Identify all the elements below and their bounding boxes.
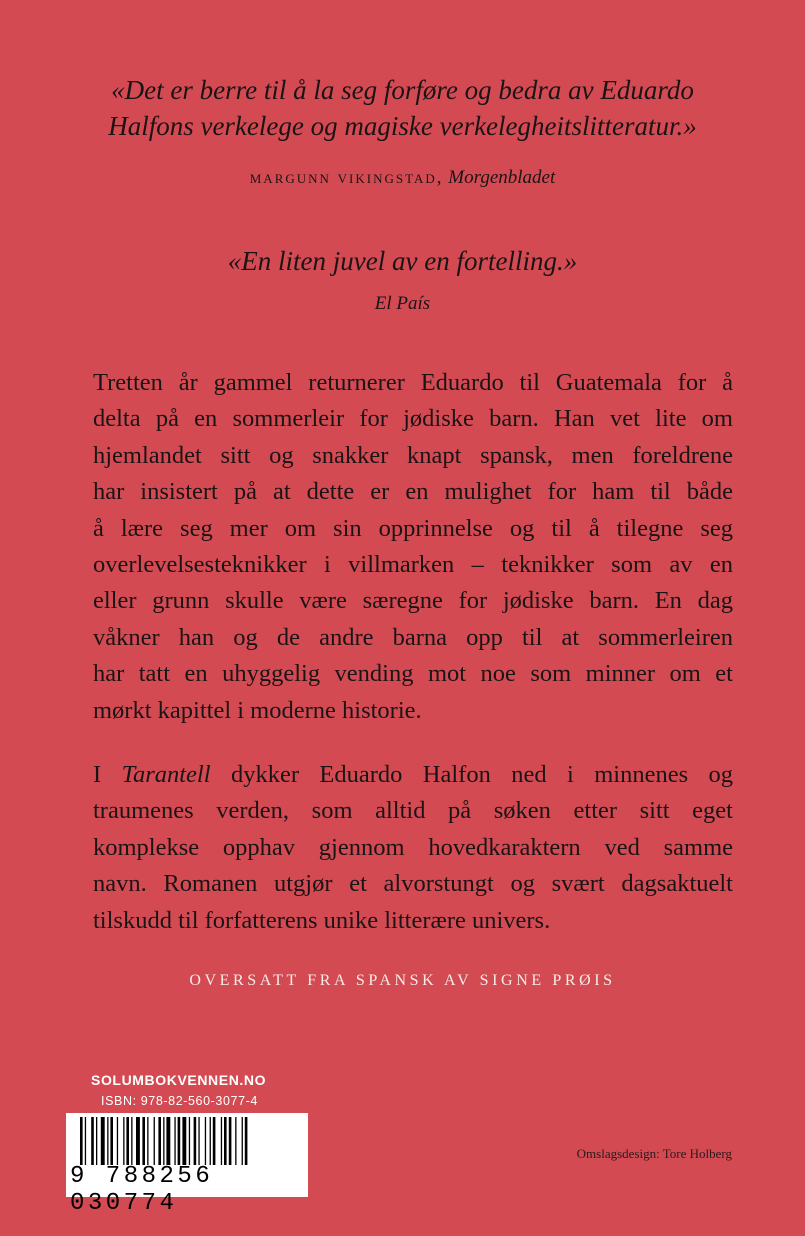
paragraph-line: tilskudd til forfatterens unike litterære univers. (93, 906, 551, 934)
quote-1-author: margunn vikingstad, (249, 167, 444, 188)
paragraph-line: traumenes verden, som alltid på søken etter sitt eget (93, 797, 733, 825)
translator-credit: OVERSATT FRA SPANSK AV SIGNE PRØIS (189, 972, 616, 989)
paragraph-line: komplekse opphav gjennom hovedkaraktern ved samme (93, 833, 733, 861)
paragraph-2-prefix: I (93, 761, 102, 788)
quote-2-text: «En liten juvel av en fortelling.» (227, 246, 578, 276)
cover-design-credit: Omslagsdesign: Tore Holberg (576, 1146, 732, 1161)
quote-1-line-2: Halfons verkelege og magiske verkelegheitslitteratur.» (108, 111, 697, 141)
blurb-paragraph-1 (93, 365, 733, 729)
paragraph-line: delta på en sommerleir for jødiske barn. Han vet lite om (93, 405, 733, 433)
barcode (66, 1113, 308, 1217)
paragraph-line: å lære seg mer om sin opprinnelse og til å tilegne seg (93, 514, 733, 542)
book-title: Tarantell (121, 761, 211, 788)
review-quote-2 (0, 243, 805, 279)
quote-1-line-1: «Det er berre til å la seg forføre og bedra av Eduardo (111, 75, 694, 105)
paragraph-line: har insistert på at dette er en mulighet for ham til både (93, 478, 733, 506)
quote-1-attribution (0, 166, 805, 190)
paragraph-line: mørkt kapittel i moderne historie. (93, 696, 422, 724)
paragraph-line: våkner han og de andre barna opp til at sommerleiren (93, 623, 733, 651)
paragraph-line: har tatt en uhyggelig vending mot noe som minner om et (93, 660, 733, 688)
paragraph-line: Tretten år gammel returnerer Eduardo til Guatemala for å (93, 369, 733, 396)
barcode-bars (80, 1117, 294, 1165)
paragraph-line (93, 757, 733, 793)
blurb-paragraph-2 (93, 757, 733, 939)
barcode-digits: 9 788256 030774 (70, 1163, 214, 1217)
paragraph-2-first-rest: dykker Eduardo Halfon ned i minnenes og (230, 761, 733, 788)
quote-1-source: Morgenbladet (448, 167, 556, 188)
quote-2-source: El País (374, 293, 431, 314)
review-quote-1 (0, 72, 805, 144)
isbn-number: ISBN: 978-82-560-3077-4 (101, 1094, 258, 1108)
publisher-website: SOLUMBOKVENNEN.NO (91, 1072, 267, 1088)
paragraph-line: navn. Romanen utgjør et alvorstungt og svært dagsaktuelt (93, 870, 733, 898)
paragraph-line: eller grunn skulle være særegne for jødiske barn. En dag (93, 587, 733, 615)
paragraph-line: overlevelsesteknikker i villmarken – teknikker som av en (93, 551, 733, 579)
paragraph-line: hjemlandet sitt og snakker knapt spansk, men foreldrene (93, 441, 733, 469)
